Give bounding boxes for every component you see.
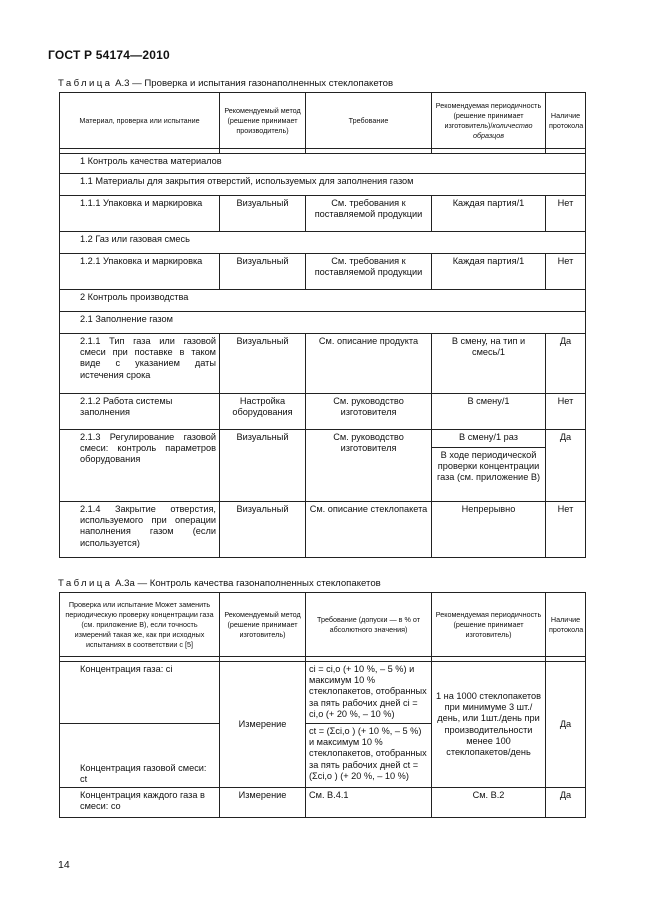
protocol-cell: Нет: [546, 502, 586, 558]
requirement-cell: ct = (Σci,o ) (+ 10 %, – 5 %) и максимум 10 % стеклопакетов, отобранных за пять рабочих дней ct = (Σci,o ) (+ 20 %, – 10 %): [306, 724, 432, 788]
item-cell: 2.1.4 Закрытие отверстия, используемого при операции наполнения газом (если используется): [60, 502, 220, 558]
table-header-row: [60, 93, 586, 149]
section-row: [60, 154, 586, 174]
item-cell: Концентрация газа: ci: [60, 662, 220, 724]
header-protocol: Наличие протокола: [546, 93, 586, 149]
requirement-cell: См. требования к поставляемой продукции: [306, 196, 432, 232]
header-method: Рекомендуемый метод (решение принимает изготовитель): [220, 593, 306, 657]
frequency-cell: В смену/1 раз: [432, 430, 546, 448]
item-cell: 1.1.1 Упаковка и маркировка: [60, 196, 220, 232]
frequency-cell: В смену/1: [432, 394, 546, 430]
subsection-row: [60, 174, 586, 196]
method-cell: Визуальный: [220, 334, 306, 394]
frequency-cell: 1 на 1000 стеклопакетов при минимуме 3 шт./день, или 1шт./день при производительности менее 100 стеклопакетов/день: [432, 662, 546, 788]
section-heading: 2 Контроль производства: [60, 290, 586, 312]
method-cell: Измерение: [220, 662, 306, 788]
item-cell: 2.1.3 Регулирование газовой смеси: контроль параметров оборудования: [60, 430, 220, 502]
section-heading: 1 Контроль качества материалов: [60, 154, 586, 174]
table-row: [60, 502, 586, 558]
requirement-cell: См. В.4.1: [306, 788, 432, 818]
method-cell: Измерение: [220, 788, 306, 818]
subsection-row: [60, 312, 586, 334]
header-frequency-text: Рекомендуемая периодичность (решение принимает изготовитель)/: [435, 100, 542, 130]
frequency-cell: В смену, на тип и смесь/1: [432, 334, 546, 394]
table-header-row: [60, 593, 586, 657]
header-material: Материал, проверка или испытание: [60, 93, 220, 149]
item-cell: 2.1.2 Работа системы заполнения: [60, 394, 220, 430]
subsection-heading: 1.2 Газ или газовая смесь: [60, 232, 586, 254]
protocol-cell: Да: [546, 430, 586, 502]
caption-text: А.3 — Проверка и испытания газонаполненных стеклопакетов: [112, 78, 394, 89]
protocol-cell: Да: [546, 334, 586, 394]
method-cell: Визуальный: [220, 430, 306, 502]
frequency-cell: Непрерывно: [432, 502, 546, 558]
requirement-cell: См. требования к поставляемой продукции: [306, 254, 432, 290]
subsection-heading: 1.1 Материалы для закрытия отверстий, используемых для заполнения газом: [60, 174, 586, 196]
document-title: ГОСТ Р 54174—2010: [48, 48, 170, 62]
protocol-cell: Нет: [546, 196, 586, 232]
caption-text: А.3а — Контроль качества газонаполненных стеклопакетов: [112, 578, 381, 589]
protocol-cell: Нет: [546, 394, 586, 430]
section-row: [60, 290, 586, 312]
table-row: [60, 394, 586, 430]
frequency-cell: Каждая партия/1: [432, 196, 546, 232]
caption-label: Таблица: [58, 578, 113, 589]
item-cell: 2.1.1 Тип газа или газовой смеси при поставке в таком виде с указанием даты истечения срока: [60, 334, 220, 394]
table-row: [60, 788, 586, 818]
subsection-row: [60, 232, 586, 254]
item-cell: 1.2.1 Упаковка и маркировка: [60, 254, 220, 290]
header-frequency: Рекомендуемая периодичность (решение принимает изготовитель): [432, 593, 546, 657]
header-check: Проверка или испытание Может заменить периодическую проверку концентрации газа (см. приложение В), если точность измерений такая же, как при исходных испытаниях в соответствии с [5]: [60, 593, 220, 657]
item-cell: Концентрация газовой смеси: ct: [60, 724, 220, 788]
table-row: [60, 430, 586, 448]
frequency-cell: См. В.2: [432, 788, 546, 818]
header-protocol: Наличие протокола: [546, 593, 586, 657]
table-a3: [59, 92, 586, 558]
protocol-cell: Нет: [546, 254, 586, 290]
requirement-cell: См. описание продукта: [306, 334, 432, 394]
page-number: 14: [58, 859, 70, 871]
method-cell: Визуальный: [220, 196, 306, 232]
protocol-cell: Да: [546, 662, 586, 788]
frequency-cell: В ходе периодической проверки концентрации газа (см. приложение В): [432, 448, 546, 502]
requirement-cell: См. руководство изготовителя: [306, 430, 432, 502]
header-requirement: Требование: [306, 93, 432, 149]
table-a3a-caption: [58, 578, 381, 589]
caption-label: Таблица: [58, 78, 113, 89]
method-cell: Визуальный: [220, 254, 306, 290]
header-method: Рекомендуемый метод (решение принимает производитель): [220, 93, 306, 149]
requirement-cell: См. описание стеклопакета: [306, 502, 432, 558]
header-frequency-samples: количество образцов: [472, 120, 533, 140]
table-a3a: [59, 592, 586, 818]
method-cell: Настройка оборудования: [220, 394, 306, 430]
protocol-cell: Да: [546, 788, 586, 818]
table-row: [60, 196, 586, 232]
method-cell: Визуальный: [220, 502, 306, 558]
frequency-cell: Каждая партия/1: [432, 254, 546, 290]
requirement-cell: См. руководство изготовителя: [306, 394, 432, 430]
item-cell: Концентрация каждого газа в смеси: co: [60, 788, 220, 818]
table-row: [60, 254, 586, 290]
table-row: [60, 334, 586, 394]
header-requirement: Требование (допуски — в % от абсолютного значения): [306, 593, 432, 657]
table-a3-caption: [58, 78, 393, 89]
table-row: [60, 662, 586, 724]
requirement-cell: ci = ci,o (+ 10 %, – 5 %) и максимум 10 % стеклопакетов, отобранных за пять рабочих дней ci = ci,o (+ 20 %, – 10 %): [306, 662, 432, 724]
header-frequency: [432, 93, 546, 149]
subsection-heading: 2.1 Заполнение газом: [60, 312, 586, 334]
